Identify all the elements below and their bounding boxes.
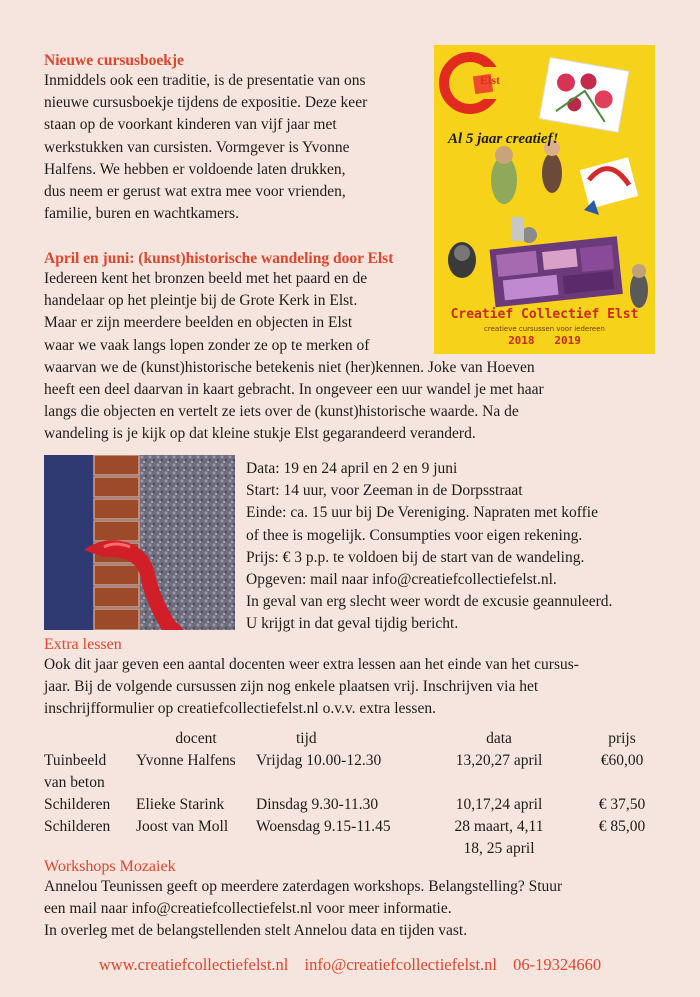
- text-line: een mail naar info@creatiefcollectiefelst.nl voor meer informatie.: [44, 900, 452, 918]
- poster-tagline: Al 5 jaar creatief!: [448, 131, 559, 147]
- table-cell: [580, 774, 664, 796]
- section-nieuwe-cursusboekje: [44, 52, 424, 225]
- footer-email-link[interactable]: info@creatiefcollectiefelst.nl: [304, 955, 497, 974]
- table-cell: Tuinbeeld: [44, 752, 107, 769]
- table-cell: € 85,00: [598, 818, 646, 835]
- text-line: waarvan we de (kunst)historische betekenis niet (her)kennen. Joke van Hoeven: [44, 358, 535, 376]
- detail-data: Data: 19 en 24 april en 2 en 9 juni: [246, 460, 458, 477]
- detail-prijs: Prijs: € 3 p.p. te voldoen bij de start van de wandeling.: [246, 548, 585, 566]
- text-line: Ook dit jaar geven een aantal docenten weer extra lessen aan het einde van het cursus-: [44, 656, 579, 673]
- detail-einde-cont: of thee is mogelijk. Consumpties voor eigen rekening.: [246, 526, 583, 544]
- poster-subtitle: creatieve cursussen voor iedereen: [484, 325, 605, 333]
- text-line: In overleg met de belangstellenden stelt Annelou data en tijden vast.: [44, 922, 468, 940]
- text-line: handelaar op het pleintje bij de Grote Kerk in Elst.: [44, 292, 358, 310]
- text-line: staan op de voorkant kinderen van vijf jaar met: [44, 116, 337, 134]
- poster-years: 2018 2019: [508, 334, 581, 347]
- table-cell: [256, 774, 418, 796]
- paragraph-extra-lessen: [44, 654, 694, 721]
- section-workshops-mozaiek: [44, 858, 694, 943]
- table-cell: Vrijdag 10.00-12.30: [256, 752, 382, 769]
- table-cell: Dinsdag 9.30-11.30: [256, 796, 379, 813]
- table-cell: [136, 774, 256, 796]
- poster-name: Creatief Collectief Elst: [450, 307, 639, 322]
- paragraph-workshops: [44, 876, 694, 943]
- text-line: Halfens. We hebben er voldoende laten drukken,: [44, 160, 346, 178]
- table-cell: Woensdag 9.15-11.45: [256, 818, 391, 835]
- table-header: docent: [175, 730, 217, 747]
- text-line: Annelou Teunissen geeft op meerdere zaterdagen workshops. Belangstelling? Stuur: [44, 878, 563, 895]
- table-header: tijd: [296, 730, 317, 747]
- table-cell: 13,20,27 april: [455, 752, 543, 769]
- table-row: [44, 818, 664, 840]
- table-cell: €60,00: [600, 752, 644, 769]
- footer-contact: [0, 955, 700, 975]
- sculpture-photo: [44, 455, 235, 630]
- text-line: dus neem er gerust wat extra mee voor vrienden,: [44, 183, 346, 201]
- wandeling-details: [246, 458, 700, 636]
- heading-workshops-mozaiek: Workshops Mozaiek: [44, 858, 176, 875]
- text-line: werkstukken van cursisten. Vormgever is Yvonne: [44, 138, 350, 156]
- table-header: prijs: [608, 730, 636, 747]
- table-cell: Joost van Moll: [136, 818, 229, 835]
- lessons-table: [44, 730, 664, 862]
- heading-nieuwe-cursusboekje: Nieuwe cursusboekje: [44, 52, 184, 69]
- section-wandeling: [44, 250, 694, 446]
- detail-einde: Einde: ca. 15 uur bij De Vereniging. Napraten met koffie: [246, 504, 598, 522]
- detail-weer: In geval van erg slecht weer wordt de excusie geannuleerd.: [246, 593, 613, 611]
- poster-logo-elst: Elst: [480, 73, 501, 87]
- text-line: heeft een deel daarvan in kaart gebracht. In ongeveer een uur wandel je met haar: [44, 381, 544, 399]
- table-cell: [418, 774, 580, 796]
- text-line: familie, buren en wachtkamers.: [44, 205, 239, 223]
- table-cell: van beton: [44, 774, 105, 791]
- detail-start: Start: 14 uur, voor Zeeman in de Dorpsstraat: [246, 482, 523, 500]
- footer-website-link[interactable]: www.creatiefcollectiefelst.nl: [98, 955, 289, 974]
- table-cell: Elieke Starink: [136, 796, 225, 813]
- detail-opgeven: Opgeven: mail naar info@creatiefcollectiefelst.nl.: [246, 571, 557, 589]
- table-row: [44, 774, 664, 796]
- text-line: Inmiddels ook een traditie, is de presentatie van ons: [44, 72, 366, 89]
- text-line: jaar. Bij de volgende cursussen zijn nog enkele plaatsen vrij. Inschrijven via het: [44, 678, 539, 696]
- text-line: Iedereen kent het bronzen beeld met het paard en de: [44, 270, 368, 287]
- text-line: inschrijfformulier op creatiefcollectiefelst.nl o.v.v. extra lessen.: [44, 700, 436, 718]
- table-cell: Schilderen: [44, 818, 111, 835]
- table-cell: 18, 25 april: [463, 840, 535, 857]
- sculpture-photo-icon: [44, 455, 235, 630]
- heading-extra-lessen: Extra lessen: [44, 636, 122, 653]
- paragraph-cursusboekje: [44, 70, 424, 225]
- table-row: [44, 796, 664, 818]
- table-header: data: [486, 730, 512, 747]
- text-line: nieuwe cursusboekje tijdens de expositie. Deze keer: [44, 94, 368, 112]
- detail-bericht: U krijgt in dat geval tijdig bericht.: [246, 615, 459, 633]
- text-line: Maar er zijn meerdere beelden en objecten in Elst: [44, 314, 353, 332]
- table-row: [44, 752, 664, 774]
- text-line: waar we vaak langs lopen zonder ze op te merken of: [44, 336, 370, 354]
- footer-phone: 06-19324660: [513, 955, 602, 974]
- table-header-row: [44, 730, 664, 752]
- table-header: [44, 730, 136, 752]
- table-cell: Schilderen: [44, 796, 111, 813]
- table-cell: 28 maart, 4,11: [454, 818, 544, 835]
- section-extra-lessen: [44, 636, 694, 721]
- table-cell: 10,17,24 april: [455, 796, 543, 813]
- table-cell: Yvonne Halfens: [136, 752, 236, 769]
- text-line: wandeling is je kijk op dat kleine stukje Elst gegarandeerd veranderd.: [44, 425, 476, 443]
- heading-wandeling: April en juni: (kunst)historische wandeling door Elst: [44, 250, 394, 267]
- text-line: langs die objecten en vertelt ze iets over de (kunst)historische waarde. Na de: [44, 403, 519, 421]
- paragraph-wandeling: [44, 268, 694, 446]
- table-cell: € 37,50: [598, 796, 646, 813]
